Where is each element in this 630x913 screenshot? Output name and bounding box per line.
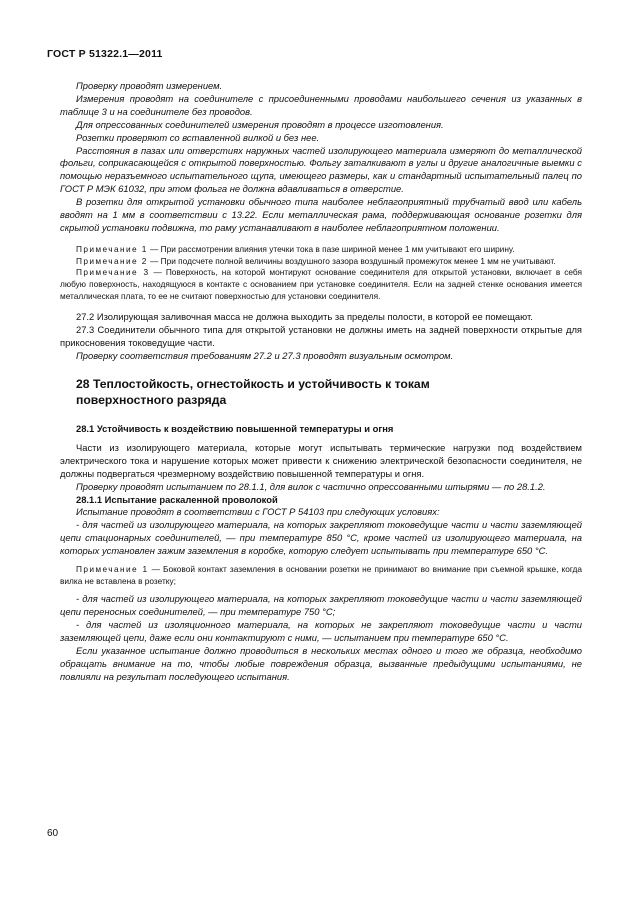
note-label: Примечание 1 <box>76 243 148 254</box>
list-item-portable: - для частей из изолирующего материала, на которых закрепляют токоведущие части и части заземляющей цепи переносных соединителей, — при температуре 750 °С; <box>60 593 582 618</box>
paragraph-distances: Расстояния в пазах или отверстиях наружных частей изолирующего материала измеряют до металлической фольги, соприкасающейся с открытой поверхностью. Фольгу заталкивают в углы и другие аналогичные выемки с помощью неразъемного испытательного щупа, имеющего размеры, как и стандартный испытательный палец по ГОСТ Р МЭК 61032, при этом фольга не должна вдавливаться в отверстие. <box>60 144 582 195</box>
note-2 <box>60 256 582 268</box>
note-1 <box>60 244 582 256</box>
page-content <box>60 80 582 684</box>
paragraph-check-28-1: Проверку проводят испытанием по 28.1.1, для вилок с частично опрессованными штырями — по 28.1.2. <box>76 480 546 492</box>
note-text: — При рассмотрении влияния утечки тока в пазе шириной менее 1 мм учитывают его ширину. <box>147 243 515 254</box>
list-item-non-current: - для частей из изоляционного материала, на которых не закрепляют токоведущие части и части заземляющей цепи, даже если они контактируют с ними, — испытанием при температуре 650 °С. <box>60 619 582 644</box>
section-title-line2: поверхностного разряда <box>76 392 227 407</box>
note-label: Примечание 2 <box>76 255 148 266</box>
note-text: — Боковой контакт заземления в основании розетки не принимают во внимание при съемной крышке, когда вилка не вставлена в розетку; <box>60 564 582 586</box>
paragraph-conductors: Измерения проводят на соединителе с присоединенными проводами наибольшего сечения из указанных в таблице 3 и на соединителе без проводов. <box>60 92 582 117</box>
section-28-title <box>60 377 582 408</box>
subsection-28-1-1: 28.1.1 Испытание раскаленной проволокой <box>76 493 278 505</box>
subsection-28-1: 28.1 Устойчивость к воздействию повышенной температуры и огня <box>76 423 394 435</box>
note-3 <box>60 267 582 302</box>
paragraph-measurement: Проверку проводят измерением. <box>76 80 223 91</box>
list-item-stationary: - для частей из изолирующего материала, на которых закрепляют токоведущие части и части заземляющей цепи стационарных соединителей, — при температуре 850 °С, кроме частей из изолирующего материала, на которых установлен зажим заземления в коробке, которую следует испытывать при температуре 650 °С. <box>60 519 582 557</box>
section-title-line1: 28 Теплостойкость, огнестойкость и устойчивость к токам <box>76 377 430 392</box>
document-header: ГОСТ Р 51322.1—2011 <box>47 48 163 60</box>
paragraph-crimped: Для опрессованных соединителей измерения проводят в процессе изготовления. <box>76 118 444 130</box>
clause-27-3: 27.3 Соединители обычного типа для открытой установки не должны иметь на задней поверхности открытые для прикосновения токоведущие части. <box>60 324 582 349</box>
clause-27-check: Проверку соответствия требованиям 27.2 и 27.3 проводят визуальным осмотром. <box>76 350 454 362</box>
clause-27-2: 27.2 Изолирующая заливочная масса не должна выходить за пределы полости, в которой ее помещают. <box>76 311 533 323</box>
paragraph-repeat-test: Если указанное испытание должно проводиться в нескольких местах одного и того же образца, необходимо обращать внимание на то, чтобы любые повреждения образца, вызванные предыдущими испытаниями, не повлияли на результат последующего испытания. <box>60 645 582 682</box>
note-label: Примечание 1 <box>76 564 149 575</box>
paragraph-sockets: Розетки проверяют со вставленной вилкой и без нее. <box>76 131 320 143</box>
paragraph-surface-mount: В розетки для открытой установки обычного типа наиболее неблагоприятный трубчатый ввод или кабель вводят на 1 мм в соответствии с 13.22. Если металлическая рама, поддерживающая основание розетки для скрытой установки подвижна, то раму устанавливают в наиболее неблагоприятном положении. <box>60 196 582 233</box>
note-text: — Поверхность, на которой монтируют основание соединителя для открытой установки, включает в себя любую поверхность, находящуюся в контакте с основанием при установке соединителя. Если на задней стенке основания имеется металлическая плата, то ее не считают поверхностью для установки соединителя. <box>60 267 582 301</box>
paragraph-insulating-parts: Части из изолирующего материала, которые могут испытывать термические нагрузки под воздействием электрического тока и нарушение которых может привести к снижению электрической безопасности соединителя, не должны подвергаться чрезмерному воздействию повышенной температуры и огня. <box>60 441 582 479</box>
paragraph-glow-wire-test: Испытание проводят в соответствии с ГОСТ Р 54103 при следующих условиях: <box>76 506 440 518</box>
note-text: — При подсчете полной величины воздушного зазора воздушный промежуток менее 1 мм не учитывают. <box>147 255 556 266</box>
note-4 <box>60 564 582 587</box>
note-label: Примечание 3 <box>76 267 150 278</box>
page-number: 60 <box>47 828 59 839</box>
